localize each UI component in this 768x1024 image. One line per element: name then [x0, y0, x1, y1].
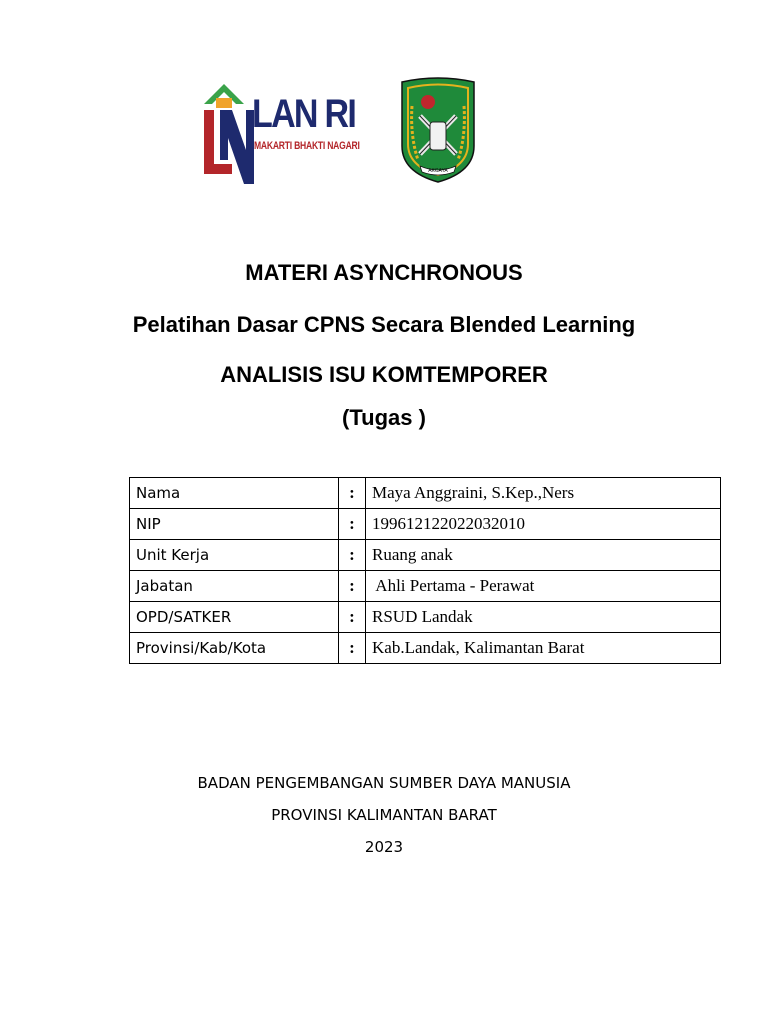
lan-ri-emblem-icon — [200, 76, 256, 186]
row-value: Kab.Landak, Kalimantan Barat — [366, 633, 721, 664]
table-row — [130, 602, 721, 633]
title-pelatihan: Pelatihan Dasar CPNS Secara Blended Learning — [132, 312, 636, 337]
row-label: Nama — [130, 478, 339, 509]
row-label: OPD/SATKER — [130, 602, 339, 633]
footer-province: PROVINSI KALIMANTAN BARAT — [271, 806, 497, 824]
row-value: Maya Anggraini, S.Kep.,Ners — [366, 478, 721, 509]
row-label: Provinsi/Kab/Kota — [130, 633, 339, 664]
kalimantan-barat-crest-icon — [398, 76, 478, 184]
footer-year: 2023 — [364, 838, 404, 856]
row-separator: : — [339, 509, 366, 540]
row-separator: : — [339, 571, 366, 602]
identity-table — [129, 477, 721, 664]
table-row — [130, 509, 721, 540]
logos-header — [0, 72, 768, 192]
table-row — [130, 571, 721, 602]
row-value: Ahli Pertama - Perawat — [366, 571, 721, 602]
table-row — [130, 633, 721, 664]
lan-ri-logo — [200, 76, 360, 186]
row-label: Unit Kerja — [130, 540, 339, 571]
title-materi: MATERI ASYNCHRONOUS — [245, 260, 523, 285]
lan-ri-title: LAN RI — [252, 92, 356, 136]
row-separator: : — [339, 540, 366, 571]
row-value: RSUD Landak — [366, 602, 721, 633]
row-label: NIP — [130, 509, 339, 540]
row-separator: : — [339, 478, 366, 509]
table-row — [130, 478, 721, 509]
row-separator: : — [339, 633, 366, 664]
row-label: Jabatan — [130, 571, 339, 602]
row-separator: : — [339, 602, 366, 633]
footer-agency: BADAN PENGEMBANGAN SUMBER DAYA MANUSIA — [197, 774, 571, 792]
row-value: Ruang anak — [366, 540, 721, 571]
title-tugas: (Tugas ) — [342, 405, 426, 430]
title-analisis: ANALISIS ISU KOMTEMPORER — [220, 362, 548, 387]
table-row — [130, 540, 721, 571]
crest-motto: AKCAYA — [428, 168, 448, 174]
lan-ri-tagline: MAKARTI BHAKTI NAGARI — [254, 140, 360, 152]
row-value: 199612122022032010 — [366, 509, 721, 540]
